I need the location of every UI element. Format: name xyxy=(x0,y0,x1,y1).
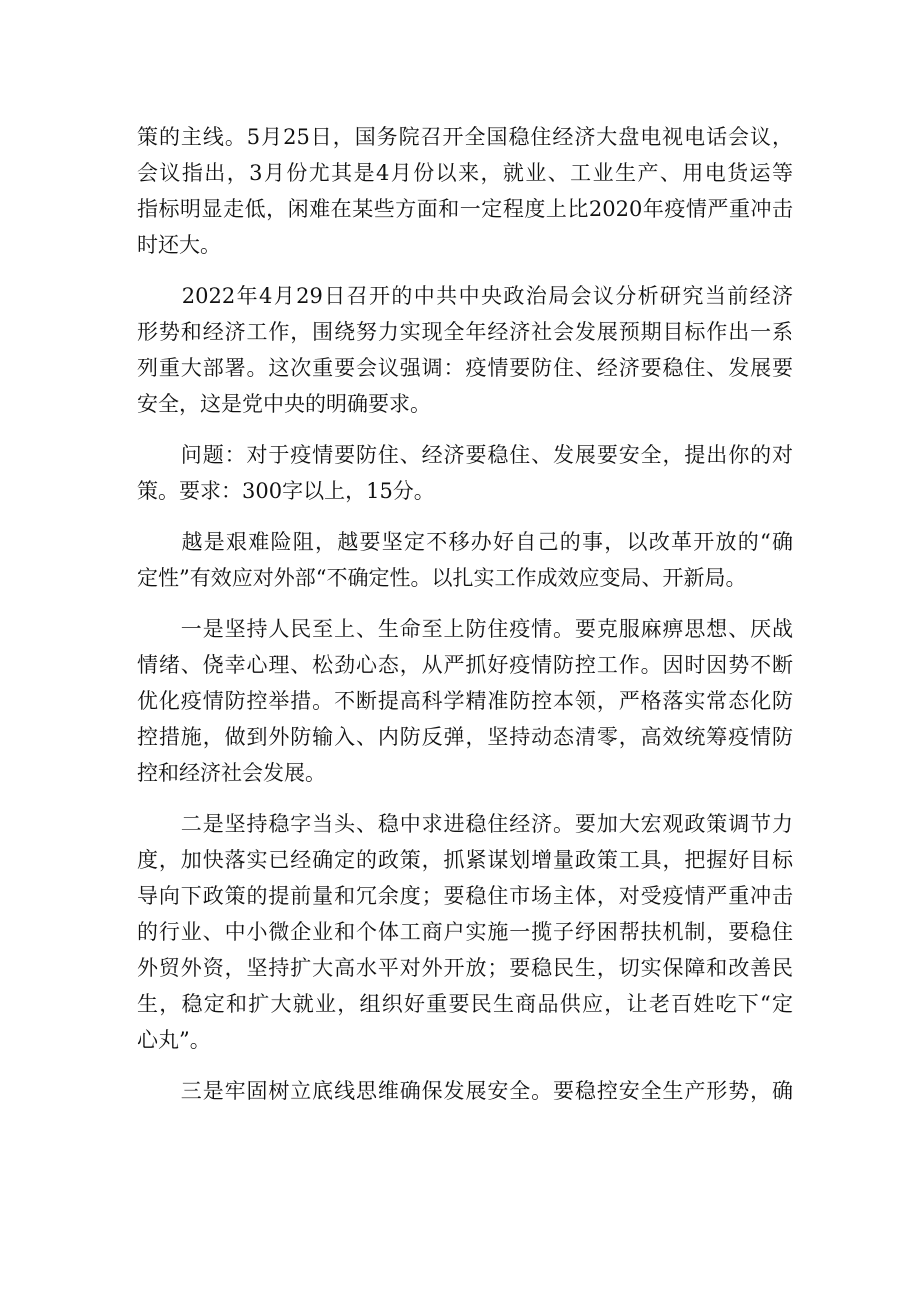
text-line: 度，加快落实已经确定的政策，抓紧谋划增量政策工具，把握好目标 xyxy=(137,848,793,872)
text-line: 会议指出，3月份尤其是4月份以来，就业、工业生产、用电货运等 xyxy=(137,161,793,185)
paragraph xyxy=(137,806,793,1058)
text-line: 策。要求：300字以上，15分。 xyxy=(137,479,435,503)
text-line: 情绪、侥幸心理、松劲心态，从严抓好疫情防控工作。因时因势不断 xyxy=(137,653,793,677)
text-line: 形势和经济工作，围绕努力实现全年经济社会发展预期目标作出一系 xyxy=(137,320,793,344)
text-line: 优化疫情防控举措。不断提高科学精准防控本领，严格落实常态化防 xyxy=(137,689,793,713)
text-line: 安全，这是党中央的明确要求。 xyxy=(137,392,431,416)
text-line: 时还大。 xyxy=(137,233,221,257)
text-line: 导向下政策的提前量和冗余度；要稳住市场主体，对受疫情严重冲击 xyxy=(137,884,793,908)
paragraph xyxy=(137,278,793,422)
paragraph xyxy=(137,611,793,791)
document-body xyxy=(137,119,793,1124)
text-line: 策的主线。5月25日，国务院召开全国稳住经济大盘电视电话会议， xyxy=(137,125,793,149)
text-line: 列重大部署。这次重要会议强调：疫情要防住、经济要稳住、发展要 xyxy=(137,356,793,380)
paragraph xyxy=(137,437,793,509)
text-line: 问题：对于疫情要防住、经济要稳住、发展要安全，提出你的对 xyxy=(137,443,793,467)
text-line: 的行业、中小微企业和个体工商户实施一揽子纾困帮扶机制，要稳住 xyxy=(137,920,793,944)
text-line: 三是牢固树立底线思维确保发展安全。要稳控安全生产形势，确 xyxy=(137,1079,793,1103)
text-line: 2022年4月29日召开的中共中央政治局会议分析研究当前经济 xyxy=(137,284,793,308)
text-line: 越是艰难险阻，越要坚定不移办好自己的事，以改革开放的“确 xyxy=(137,530,793,554)
text-line: 定性”有效应对外部“不确定性。以扎实工作成效应变局、开新局。 xyxy=(137,566,747,590)
paragraph xyxy=(137,119,793,263)
text-line: 控措施，做到外防输入、内防反弹，坚持动态清零，高效统筹疫情防 xyxy=(137,725,793,749)
text-line: 一是坚持人民至上、生命至上防住疫情。要克服麻痹思想、厌战 xyxy=(137,617,793,641)
text-line: 二是坚持稳字当头、稳中求进稳住经济。要加大宏观政策调节力 xyxy=(137,812,793,836)
text-line: 控和经济社会发展。 xyxy=(137,761,326,785)
paragraph xyxy=(137,524,793,596)
text-line: 生，稳定和扩大就业，组织好重要民生商品供应，让老百姓吃下“定 xyxy=(137,992,793,1016)
text-line: 指标明显走低，闲难在某些方面和一定程度上比2020年疫情严重冲击 xyxy=(137,197,793,221)
text-line: 心丸”。 xyxy=(137,1028,211,1052)
text-line: 外贸外资，坚持扩大高水平对外开放；要稳民生，切实保障和改善民 xyxy=(137,956,793,980)
paragraph xyxy=(137,1073,793,1109)
